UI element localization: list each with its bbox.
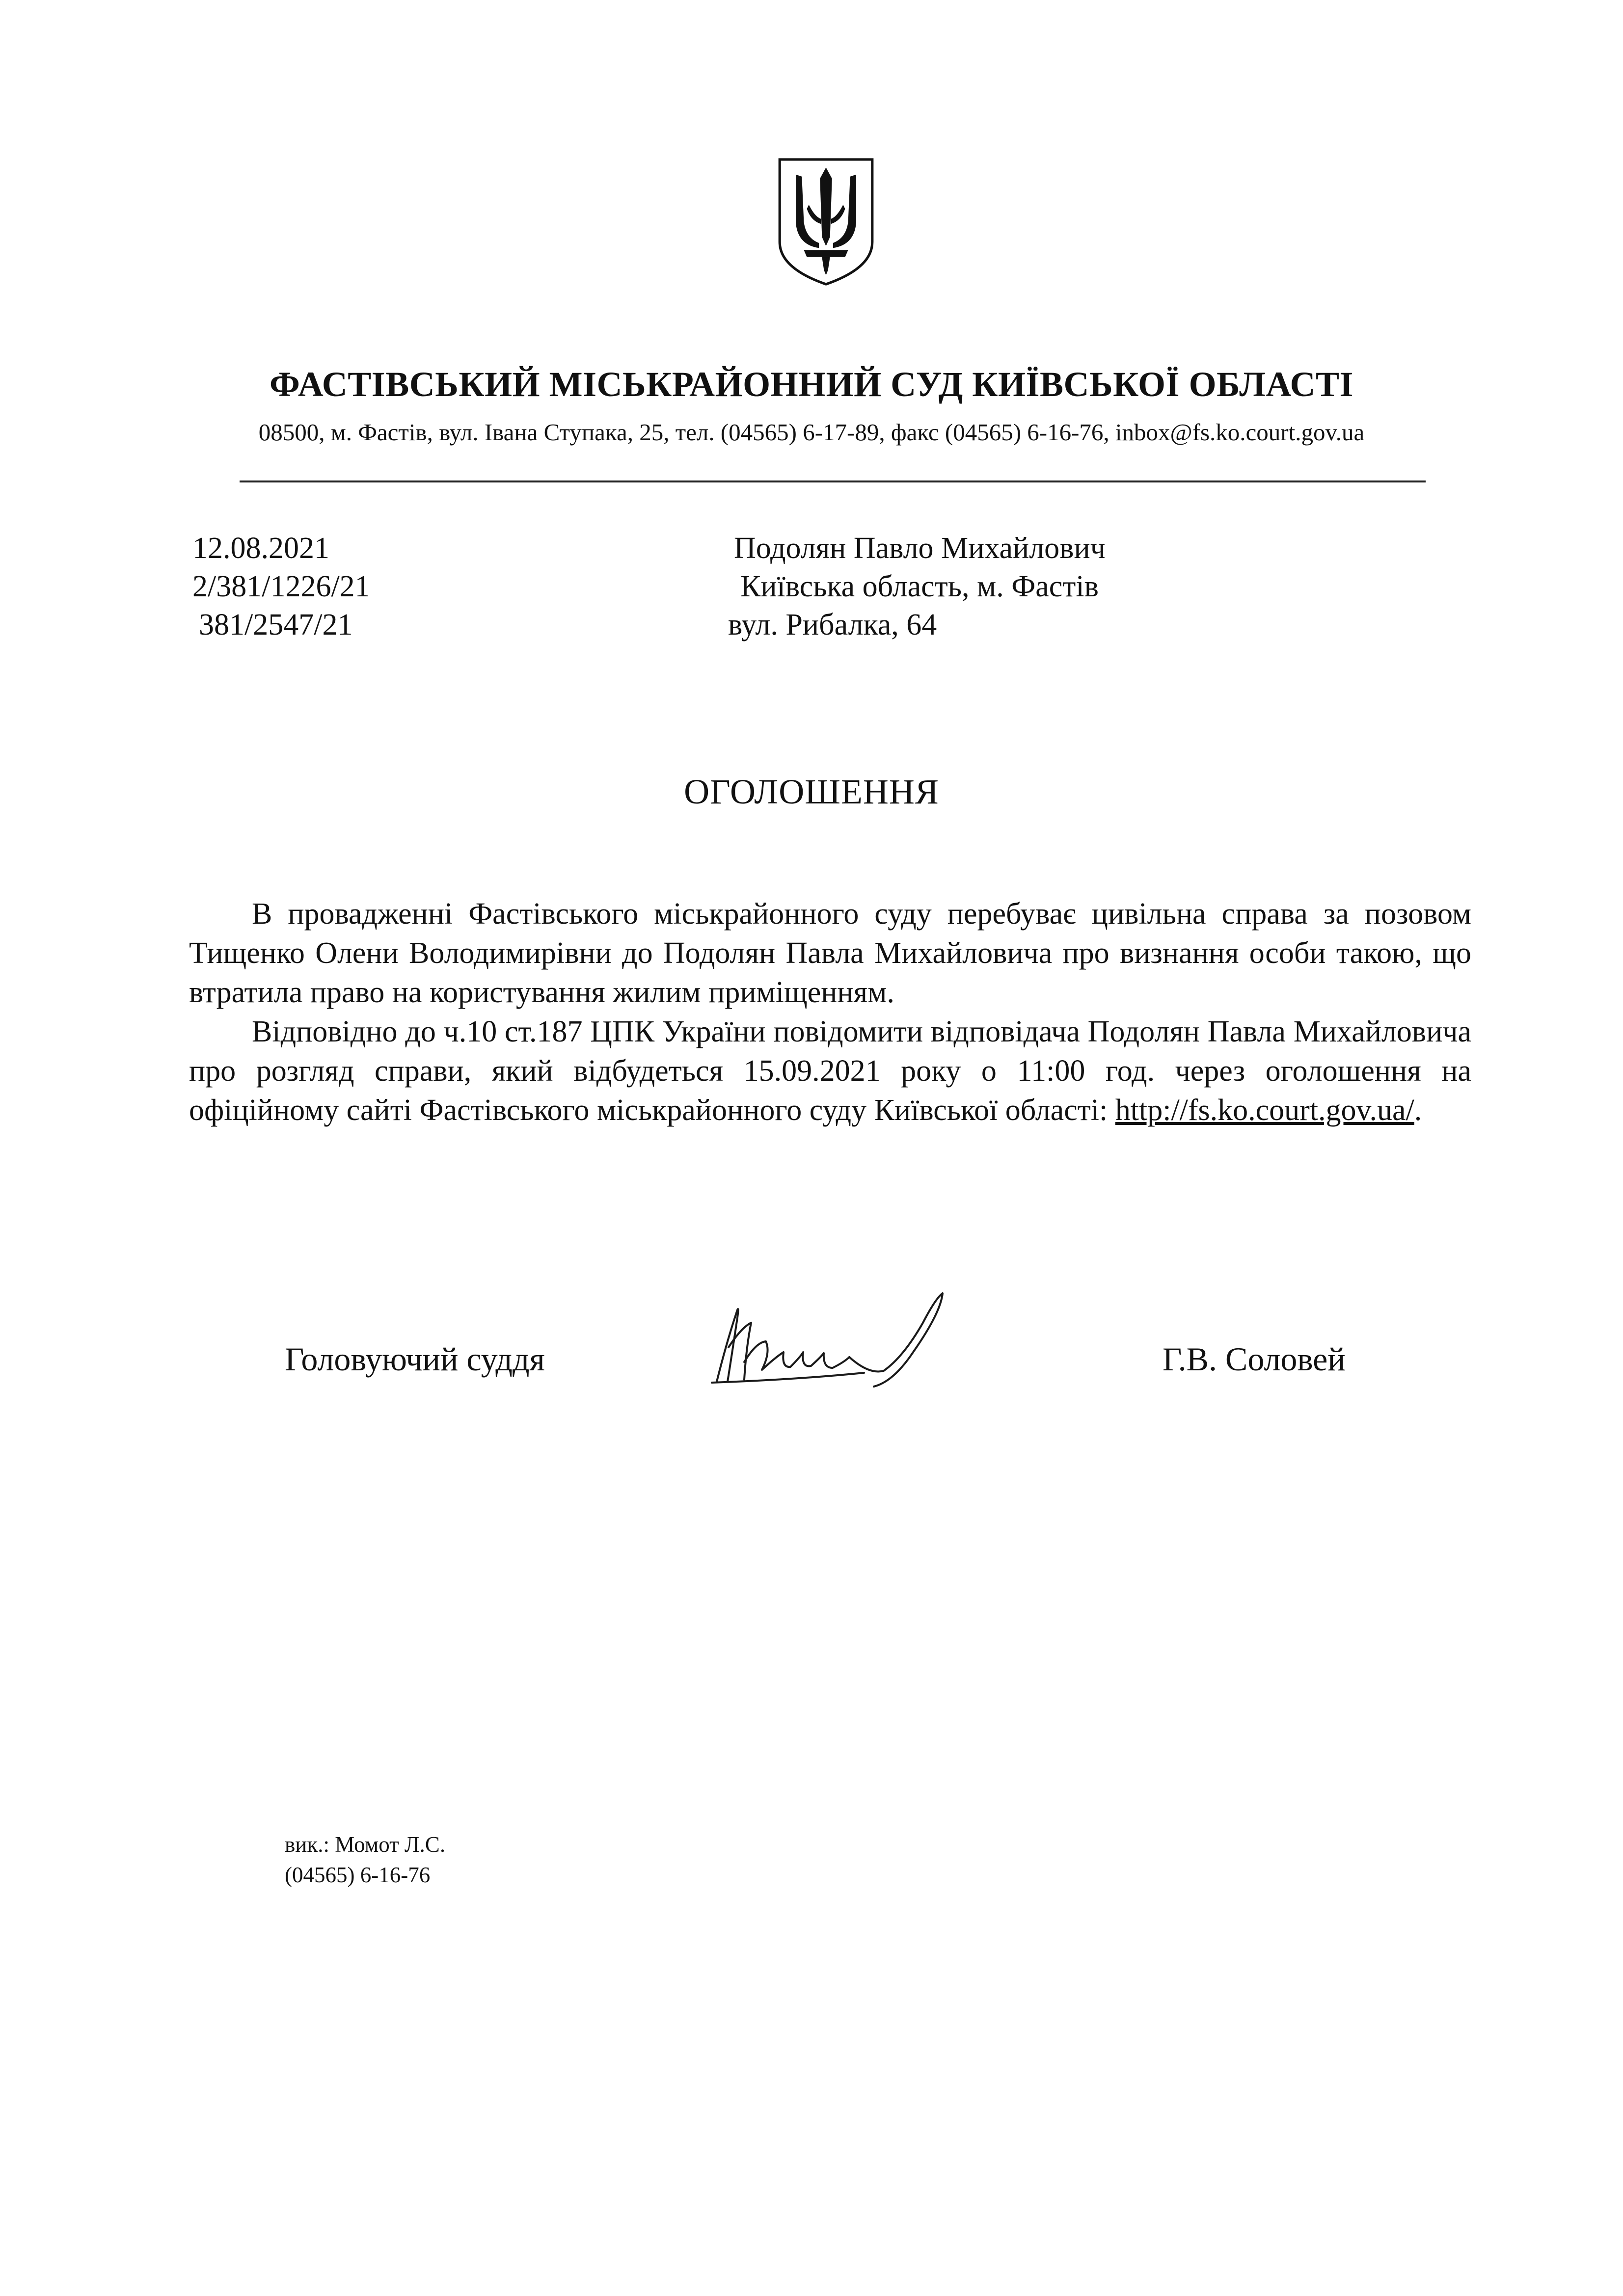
document-date: 12.08.2021 [192,532,329,565]
recipient-name: Подолян Павло Михайлович [734,532,1106,565]
court-website-link[interactable]: http://fs.ko.court.gov.ua/ [1115,1094,1414,1127]
announcement-body [189,894,1471,1130]
executor-phone: (04565) 6-16-76 [285,1863,431,1887]
body-paragraph-2-end: . [1414,1094,1422,1127]
body-paragraph-2 [189,1012,1471,1130]
body-paragraph-2-text: Відповідно до ч.10 ст.187 ЦПК України повідомити відповідача Подолян Павла Михайловича про розгляд справи, який відбудеться 15.09.2021 року о 11:00 год. через оголошення на офіційному сайті Фастівського міськрайонного суду Київської області: [189,1015,1471,1127]
header-divider [240,481,1426,482]
recipient-city: Київська область, м. Фастів [740,570,1099,603]
executor-name: вик.: Момот Л.С. [285,1832,446,1857]
trident-coat-of-arms-icon [776,156,876,288]
court-name: ФАСТІВСЬКИЙ МІСЬКРАЙОННИЙ СУД КИЇВСЬКОЇ ОБЛАСТІ [269,365,1353,404]
case-number: 2/381/1226/21 [192,570,370,603]
outgoing-number: 381/2547/21 [199,608,353,641]
body-paragraph-1: В провадженні Фастівського міськрайонного суду перебуває цивільна справа за позовом Тищенко Олени Володимирівни до Подолян Павла Михайловича про визнання особи такою, що втратила право на користування жилим приміщенням. [189,897,1471,1009]
handwritten-signature-icon [697,1283,962,1396]
court-address: 08500, м. Фастів, вул. Івана Ступака, 25, тел. (04565) 6-17-89, факс (04565) 6-16-76, inbox@fs.ko.court.gov.ua [258,419,1365,446]
document-title: ОГОЛОШЕННЯ [684,772,939,811]
signer-role: Головуючий суддя [285,1340,545,1378]
recipient-street: вул. Рибалка, 64 [728,608,937,641]
signer-name: Г.В. Соловей [1163,1340,1346,1378]
